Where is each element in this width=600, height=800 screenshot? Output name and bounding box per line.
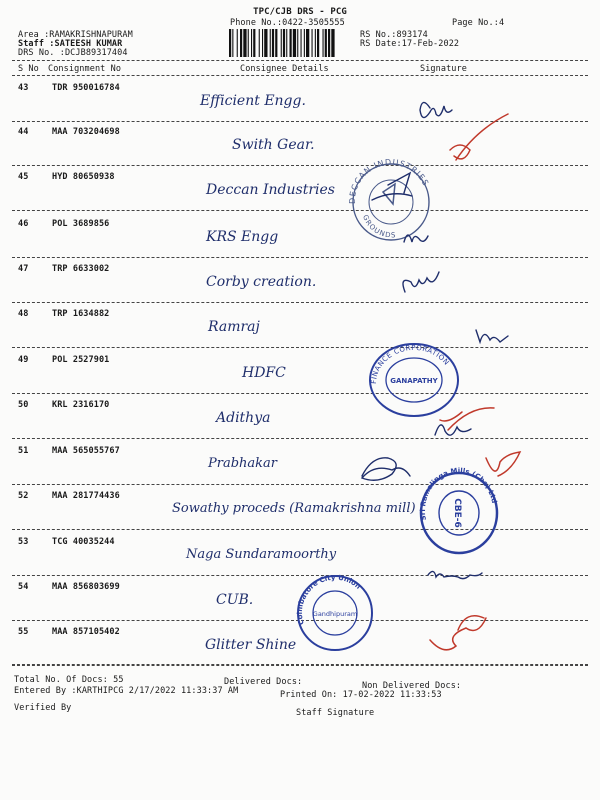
divider — [12, 75, 588, 76]
row-divider — [12, 121, 588, 122]
row-consignee: CUB. — [216, 592, 254, 608]
row-consignee: KRS Engg — [206, 229, 279, 245]
row-consignee: Glitter Shine — [205, 637, 297, 653]
row-consignment-no: MAA 565055767 — [52, 446, 120, 456]
mills-stamp — [418, 466, 500, 556]
divider — [12, 664, 588, 665]
phone-number: Phone No.:0422-3505555 — [230, 18, 345, 28]
mills-center-text: CBE-6 — [452, 498, 462, 528]
row-divider — [12, 165, 588, 166]
page-number: Page No.:4 — [452, 18, 505, 28]
rs-date: RS Date:17-Feb-2022 — [360, 39, 460, 49]
row-consignee: Sowathy proceds (Ramakrishna mill) — [172, 501, 416, 516]
row-divider — [12, 665, 588, 666]
deccan-ring-bottom: GROUNDS — [360, 213, 397, 240]
row-sno: 51 — [18, 446, 29, 456]
signature-51 — [362, 458, 410, 480]
signature-47 — [403, 272, 439, 292]
row-sno: 48 — [18, 309, 29, 319]
divider — [12, 60, 588, 61]
signature-50 — [435, 425, 471, 435]
row-sno: 45 — [18, 172, 29, 182]
row-consignee: HDFC — [242, 365, 286, 381]
total-docs: Total No. Of Docs: 55 — [14, 675, 124, 685]
rs-number: RS No.:893174 — [360, 30, 428, 40]
printed-on: Printed On: 17-02-2022 11:33:53 — [280, 690, 442, 700]
row-consignment-no: MAA 281774436 — [52, 491, 120, 501]
row-sno: 52 — [18, 491, 29, 501]
row-consignment-no: TRP 1634882 — [52, 309, 110, 319]
row-divider — [12, 210, 588, 211]
non-delivered-docs: Non Delivered Docs: — [362, 681, 462, 691]
row-consignment-no: POL 2527901 — [52, 355, 110, 365]
row-divider — [12, 529, 588, 530]
entered-by: Entered By :KARTHIPCG 2/17/2022 11:33:37 AM — [14, 686, 239, 696]
signature-43 — [420, 102, 452, 117]
hdfc-center-text: GANAPATHY — [390, 377, 438, 385]
col-sno: S No — [18, 64, 39, 74]
row-divider — [12, 484, 588, 485]
row-sno: 53 — [18, 537, 29, 547]
row-divider — [12, 257, 588, 258]
row-consignee: Efficient Engg. — [200, 93, 306, 109]
verified-by: Verified By — [14, 703, 72, 713]
row-consignee: Corby creation. — [206, 274, 317, 290]
row-divider — [12, 438, 588, 439]
cub-stamp — [294, 572, 376, 654]
mills-ring-text: Sri Ramalinga Mills (Cbe) Ltd — [418, 466, 499, 522]
col-consignment: Consignment No — [48, 64, 122, 74]
hdfc-ring-text: FINANCE CORPORATION — [369, 343, 451, 385]
staff-label: Staff :SATEESH KUMAR — [18, 39, 123, 49]
cub-center-text: Gandhipuram — [312, 610, 358, 618]
row-sno: 47 — [18, 264, 29, 274]
row-consignment-no: MAA 857105402 — [52, 627, 120, 637]
hdfc-stamp — [366, 340, 462, 420]
svg-text:GROUNDS — [361, 214, 397, 240]
row-consignee: Swith Gear. — [232, 137, 315, 153]
barcode — [229, 29, 351, 57]
row-sno: 49 — [18, 355, 29, 365]
row-consignment-no: HYD 80650938 — [52, 172, 115, 182]
deccan-stamp — [343, 156, 438, 241]
row-consignment-no: TDR 950016784 — [52, 83, 120, 93]
row-sno: 46 — [18, 219, 29, 229]
row-sno: 44 — [18, 127, 29, 137]
staff-signature: Staff Signature — [296, 708, 375, 718]
document-title: TPC/CJB DRS - PCG — [253, 7, 347, 17]
row-sno: 54 — [18, 582, 29, 592]
area-label: Area :RAMAKRISHNAPURAM — [18, 30, 133, 40]
row-consignment-no: TRP 6633002 — [52, 264, 110, 274]
delivered-docs: Delivered Docs: — [224, 677, 303, 687]
deccan-ring-text: DECCAN INDUSTRIES — [347, 157, 431, 205]
row-sno: 43 — [18, 83, 29, 93]
signature-48 — [476, 330, 508, 342]
row-consignee: Naga Sundaramoorthy — [186, 547, 337, 562]
row-consignment-no: TCG 40035244 — [52, 537, 115, 547]
row-consignment-no: MAA 856803699 — [52, 582, 120, 592]
row-consignment-no: MAA 703204698 — [52, 127, 120, 137]
row-consignee: Ramraj — [208, 319, 260, 335]
row-consignment-no: KRL 2316170 — [52, 400, 110, 410]
row-sno: 50 — [18, 400, 29, 410]
row-consignment-no: POL 3689856 — [52, 219, 110, 229]
row-consignee: Prabhakar — [208, 456, 277, 471]
drs-number: DRS No. :DCJB89317404 — [18, 48, 128, 58]
row-consignee: Deccan Industries — [206, 182, 335, 198]
row-divider — [12, 302, 588, 303]
row-divider — [12, 347, 588, 348]
svg-text:DECCAN INDUSTRIES — [348, 158, 431, 204]
col-consignee: Consignee Details — [240, 64, 329, 74]
row-sno: 55 — [18, 627, 29, 637]
col-signature: Signature — [420, 64, 467, 74]
row-consignee: Adithya — [216, 410, 271, 426]
row-divider — [12, 393, 588, 394]
cub-ring-text: Coimbatore City Union — [295, 573, 363, 626]
